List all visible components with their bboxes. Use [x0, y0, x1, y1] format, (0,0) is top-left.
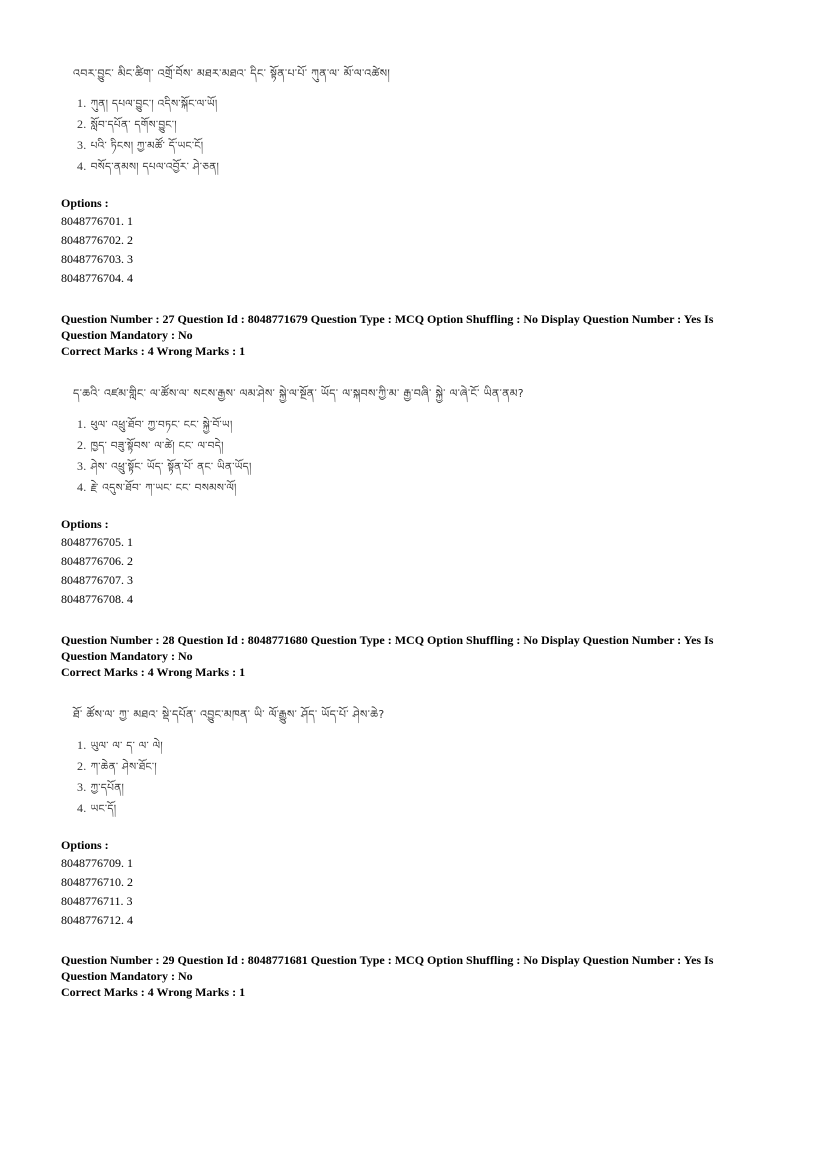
question-marks: Correct Marks : 4 Wrong Marks : 1 — [61, 665, 246, 679]
question-27-stem: ད་ཆའི་ འཛམ་གླིང་ ལ་ཚོས་ལ་ སངས་རྒྱས་ ལམ་ཤེས་ སྐྱེ་ལ་སྔོན་ ཡོད་ ལ་སྐབས་ཀྱི་མ་ རྒྱ་བཞི་ སྐྱེ་ ལ་ཞེ་ངོ་ ཡིན་ནམ? — [73, 387, 524, 400]
question-marks: Correct Marks : 4 Wrong Marks : 1 — [61, 344, 246, 358]
question-header-line: Question Number : 28 Question Id : 8048771680 Question Type : MCQ Option Shuffling : No Display Question Number : Yes Is — [61, 633, 714, 647]
option-row: 8048776710. 2 — [61, 875, 133, 889]
options-label: Options : — [61, 838, 109, 852]
options-label: Options : — [61, 517, 109, 531]
list-item: 4. ཡང་དོ། — [77, 801, 117, 815]
question-28-stem: ཐོ་ ཚོས་ལ་ ཀྱ་ མཐའ་ སྡེ་དཔོན་ འབྱུང་མཁན་ ཡི་ ལོ་རྒྱུས་ ཤོད་ ཡོད་པོ་ ཤེས་ཆེ? — [73, 708, 385, 721]
option-row: 8048776704. 4 — [61, 271, 133, 285]
option-row: 8048776705. 1 — [61, 535, 133, 549]
option-row: 8048776706. 2 — [61, 554, 133, 568]
option-row: 8048776711. 3 — [61, 894, 133, 908]
list-item: 2. སློབ་དཔོན་ དགོས་བྱུང་། — [77, 117, 177, 131]
list-item: 2. ཀ་ཆེན་ ཤེས་ཐོང་། — [77, 759, 157, 773]
list-item: 1. ཀུན། དཔལ་བྱུང་། འདིས་སྐོང་ལ་ཡོ། — [77, 96, 218, 110]
question-26-stem: འབར་བྱུང་ མིང་ཚིག་ འགྲོ་བོས་ མཐར་མཐའ་ དིང་ སྟོན་པ་པོ་ ཀུན་ལ་ མོ་ལ་འཚེས། — [73, 67, 391, 80]
option-row: 8048776712. 4 — [61, 913, 133, 927]
option-row: 8048776709. 1 — [61, 856, 133, 870]
list-item: 1. ཕུལ་ འཕྲུ་ཐོབ་ ཀྱ་བཏང་ ངང་ སྐྱེ་བོ་ཡ། — [77, 417, 233, 431]
question-header-line: Question Mandatory : No — [61, 649, 193, 663]
list-item: 3. ཀྱ་དཔོན། — [77, 780, 125, 794]
list-item: 1. ཡུལ་ ལ་ ད་ ལ་ ལེ། — [77, 738, 163, 752]
option-row: 8048776703. 3 — [61, 252, 133, 266]
options-label: Options : — [61, 196, 109, 210]
option-row: 8048776708. 4 — [61, 592, 133, 606]
list-item: 4. རྗེ་ འདུས་ཐོབ་ ཀ་ཡང་ ངང་ བསམས་ལོ། — [77, 480, 237, 494]
option-row: 8048776707. 3 — [61, 573, 133, 587]
question-28-header — [61, 632, 751, 680]
question-29-header — [61, 952, 751, 1000]
list-item: 3. པའི་ ཏིངས། ཀྱ་མཚོ་ དོ་ཡང་ངོ། — [77, 138, 204, 152]
list-item: 4. བསོད་ནམས། དཔལ་འབྱོར་ ཤེ་ཅན། — [77, 159, 220, 173]
question-27-header — [61, 311, 751, 359]
question-header-line: Question Number : 29 Question Id : 8048771681 Question Type : MCQ Option Shuffling : No Display Question Number : Yes Is — [61, 953, 714, 967]
list-item: 3. ཤེས་ འཕྲུ་སྟོང་ ཡོད་ སྟོན་པོ་ ནང་ ཡིན་ཡོད། — [77, 459, 252, 473]
question-header-line: Question Number : 27 Question Id : 8048771679 Question Type : MCQ Option Shuffling : No Display Question Number : Yes Is — [61, 312, 714, 326]
question-header-line: Question Mandatory : No — [61, 969, 193, 983]
option-row: 8048776702. 2 — [61, 233, 133, 247]
list-item: 2. ཁྱད་ བཟུ་སྟོབས་ ལ་ཚེ། ངང་ ལ་བདེ། — [77, 438, 224, 452]
question-marks: Correct Marks : 4 Wrong Marks : 1 — [61, 985, 246, 999]
option-row: 8048776701. 1 — [61, 214, 133, 228]
question-header-line: Question Mandatory : No — [61, 328, 193, 342]
